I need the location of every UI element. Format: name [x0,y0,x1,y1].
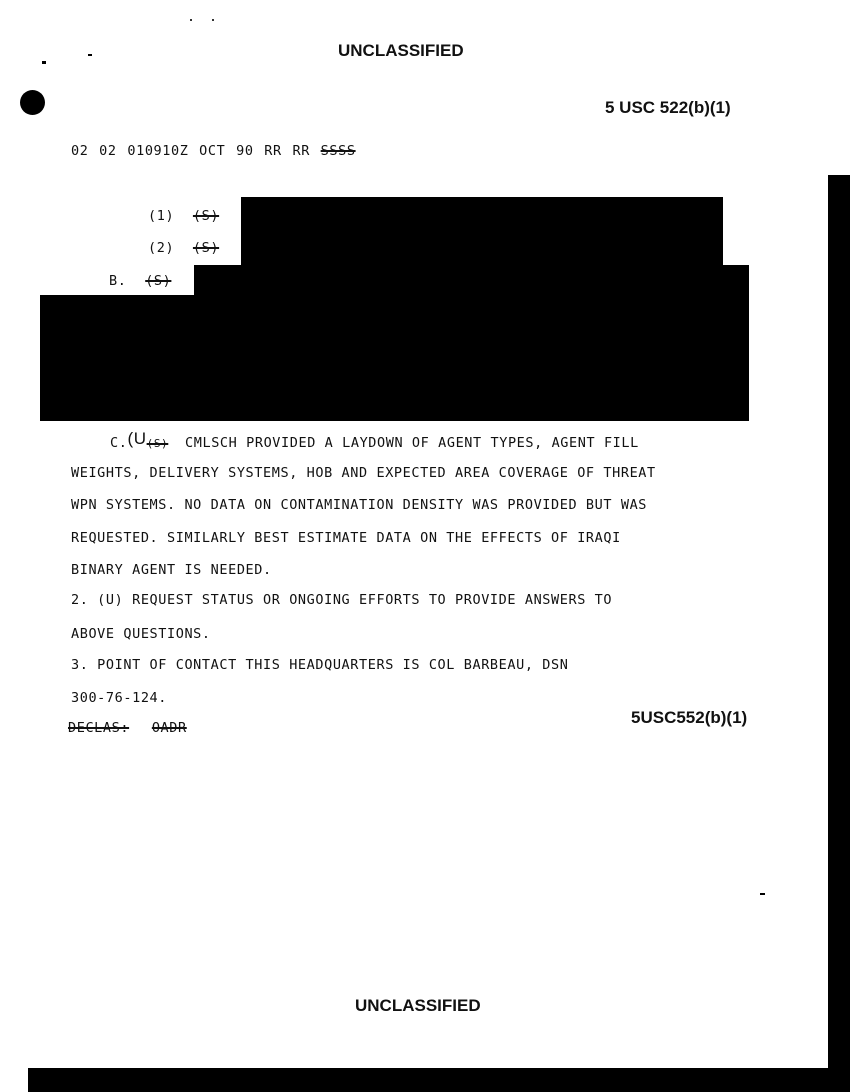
item-1 [148,208,219,224]
scan-right-edge [828,175,850,1070]
scan-speck [42,61,46,64]
scan-speck [190,19,192,21]
paragraph-c-line: CMLSCH PROVIDED A LAYDOWN OF AGENT TYPES, AGENT FILL [185,435,639,451]
scan-hole-mark [20,90,45,115]
declas-label: DECLAS: [68,720,130,736]
scan-speck [212,19,214,21]
handwritten-mark: (U [127,429,147,448]
item-mark: (S) [145,273,172,289]
item-mark: (S) [192,240,220,256]
redaction-block [40,295,749,421]
paragraph-c-line: WPN SYSTEMS. NO DATA ON CONTAMINATION DENSITY WAS PROVIDED BUT WAS [71,497,648,513]
item-mark: (S) [192,208,220,224]
scan-speck [88,54,92,56]
item-label: B. [109,273,127,289]
item-label: (1) [148,208,175,224]
paragraph-3-line: 300-76-124. [71,690,168,706]
struck-mark: (S) [146,437,169,450]
paragraph-c-line: REQUESTED. SIMILARLY BEST ESTIMATE DATA ON THE EFFECTS OF IRAQI [71,530,621,546]
top-classification: UNCLASSIFIED [338,41,464,60]
item-2 [148,240,219,256]
paragraph-2-line: 2. (U) REQUEST STATUS OR ONGOING EFFORTS TO PROVIDE ANSWERS TO [71,592,613,608]
paragraph-2-line: ABOVE QUESTIONS. [71,626,211,642]
scan-speck [760,893,765,895]
item-label: (2) [148,240,175,256]
paragraph-3-line: 3. POINT OF CONTACT THIS HEADQUARTERS IS COL BARBEAU, DSN [71,657,569,673]
redaction-block [241,197,723,267]
exemption-code-bottom: 5USC552(b)(1) [631,708,748,727]
paragraph-c-label: C. [110,435,128,451]
message-header [71,143,356,159]
bottom-classification: UNCLASSIFIED [355,996,481,1015]
paragraph-c-first-line [110,429,639,452]
paragraph-c-line: WEIGHTS, DELIVERY SYSTEMS, HOB AND EXPECTED AREA COVERAGE OF THREAT [71,465,656,481]
scan-bottom-edge [28,1068,850,1092]
declas-value: OADR [151,720,187,736]
declas-line [68,720,187,736]
paragraph-c-line: BINARY AGENT IS NEEDED. [71,562,272,578]
item-b [109,273,171,289]
exemption-code-top: 5 USC 522(b)(1) [605,98,731,117]
message-header-text: 02 02 010910Z OCT 90 RR RR [71,143,310,159]
message-header-struck: SSSS [320,143,356,159]
